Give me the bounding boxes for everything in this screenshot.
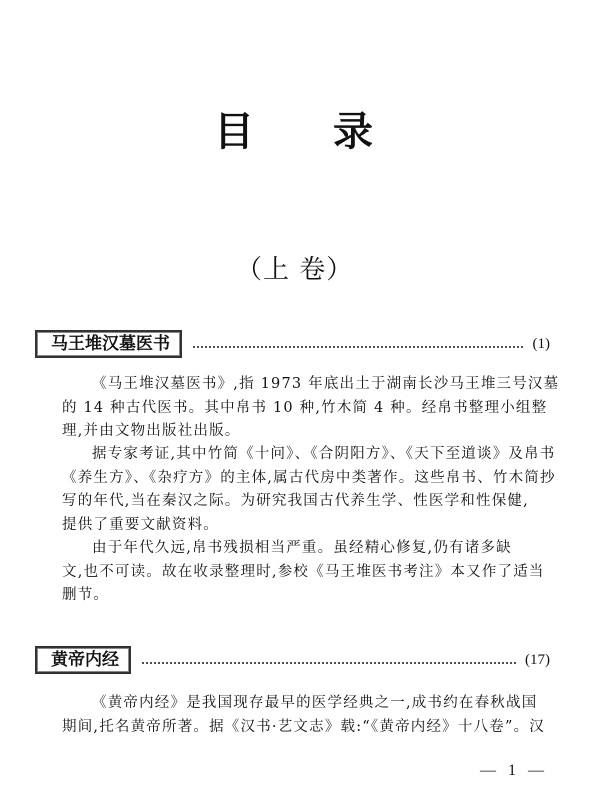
section-1-paragraph-2 (62, 443, 582, 537)
section-1-paragraph-3 (62, 537, 582, 608)
text-line: 文,也不可读。故在收录整理时,参校《马王堆医书考注》本又作了适当 (62, 563, 545, 580)
toc-entry-mawangdui[interactable] (35, 330, 550, 358)
text-line: 删节。 (62, 587, 110, 603)
text-line: 《马王堆汉墓医书》,指 1973 年底出土于湖南长沙马王堆三号汉墓 (92, 376, 560, 392)
section-1-paragraph-1 (62, 373, 582, 444)
text-line: 的 14 种古代医书。其中帛书 10 种,竹木简 4 种。经帛书整理小组整 (62, 399, 548, 416)
text-line: 写的年代,当在秦汉之际。为研究我国古代养生学、性医学和性保健, (62, 493, 529, 509)
page-title-char-1: 目 (214, 109, 254, 155)
toc-leader-dots (141, 662, 517, 664)
text-line: 期间,托名黄帝所著。据《汉书·艺文志》载:“《黄帝内经》十八卷”。汉 (62, 718, 545, 735)
page-number: — 1 — (480, 762, 548, 779)
text-line: 理,并由文物出版社出版。 (62, 423, 241, 439)
text-line: 由于年代久远,帛书残损相当严重。虽经精心修复,仍有诸多缺 (92, 540, 512, 556)
toc-entry-huangdi-neijing[interactable] (35, 646, 550, 674)
page-title-char-2: 录 (333, 109, 373, 155)
toc-page-number[interactable]: (1) (532, 335, 550, 352)
text-line: 提供了重要文献资料。 (62, 516, 219, 533)
text-line: 《黄帝内经》是我国现存最早的医学经典之一,成书约在春秋战国 (92, 695, 538, 711)
toc-heading[interactable]: 马王堆汉墓医书 (35, 330, 182, 358)
text-line: 据专家考证,其中竹简《十问》、《合阴阳方》、《天下至道谈》及帛书 (92, 446, 556, 462)
toc-page-number[interactable]: (17) (525, 651, 550, 668)
toc-leader-dots (192, 346, 525, 348)
text-line: 《养生方》、《杂疗方》的主体,属古代房中类著作。这些帛书、竹木简抄 (62, 469, 556, 486)
toc-heading[interactable]: 黄帝内经 (35, 646, 131, 674)
section-2-paragraph-1 (62, 692, 582, 739)
volume-title: （上 卷） (236, 255, 354, 285)
